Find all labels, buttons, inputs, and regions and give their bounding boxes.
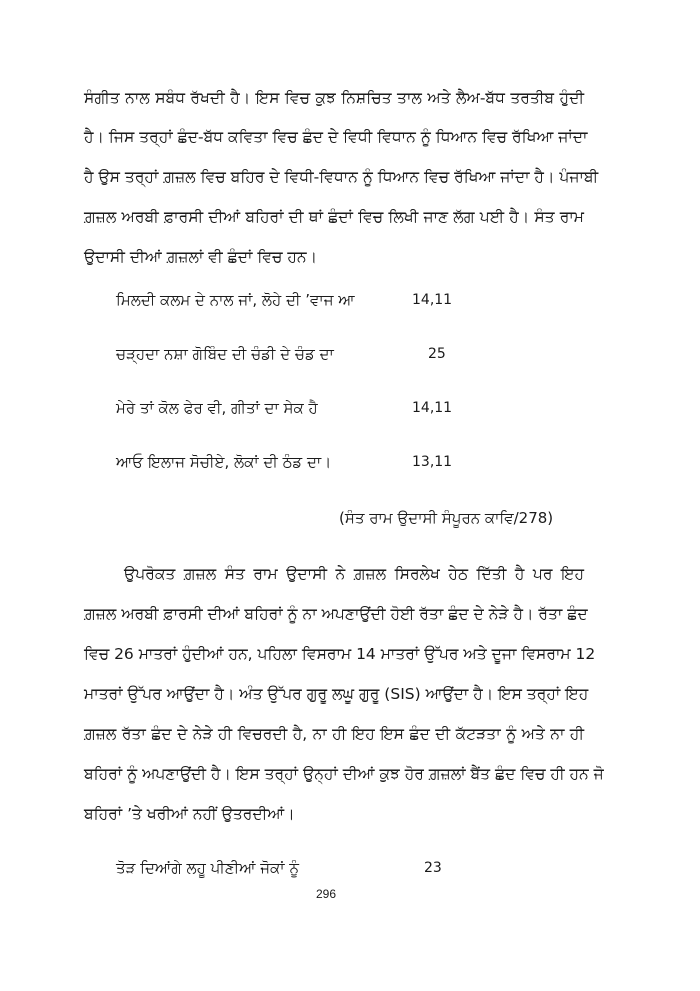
verse-line: ਤੋੜ ਦਿਆਂਗੇ ਲਹੂ ਪੀਣੀਆਂ ਜੋਕਾਂ ਨੂੰ	[116, 859, 300, 877]
paragraph-line: ਮਾਤਰਾਂ ਉੱਪਰ ਆਉਂਦਾ ਹੈ। ਅੰਤ ਉੱਪਰ ਗੁਰੂ ਲਘੂ ਗੁਰੂ (SIS) ਆਉਂਦਾ ਹੈ। ਇਸ ਤਰ੍ਹਾਂ ਇਹ	[84, 685, 589, 703]
paragraph-line: ਗ਼ਜ਼ਲ ਅਰਬੀ ਫ਼ਾਰਸੀ ਦੀਆਂ ਬਹਿਰਾਂ ਨੂੰ ਨਾ ਅਪਣਾਉਂਦੀ ਹੋਈ ਰੱਤਾ ਛੰਦ ਦੇ ਨੇੜੇ ਹੈ। ਰੱਤਾ ਛੰਦ	[84, 605, 588, 623]
verse-line: ਮਿਲਦੀ ਕਲਮ ਦੇ ਨਾਲ ਜਾਂ, ਲੋਹੇ ਦੀ ’ਵਾਜ ਆ	[116, 291, 355, 309]
paragraph-line: ਬਹਿਰਾਂ ’ਤੇ ਖਰੀਆਂ ਨਹੀਂ ਉਤਰਦੀਆਂ।	[84, 805, 295, 823]
paragraph-line: ਵਿਚ 26 ਮਾਤਰਾਂ ਹੁੰਦੀਆਂ ਹਨ, ਪਹਿਲਾ ਵਿਸਰਾਮ 14 ਮਾਤਰਾਂ ਉੱਪਰ ਅਤੇ ਦੂਜਾ ਵਿਸਰਾਮ 12	[84, 645, 596, 663]
paragraph-line: ਹੈ। ਜਿਸ ਤਰ੍ਹਾਂ ਛੰਦ-ਬੱਧ ਕਵਿਤਾ ਵਿਚ ਛੰਦ ਦੇ ਵਿਧੀ ਵਿਧਾਨ ਨੂੰ ਧਿਆਨ ਵਿਚ ਰੱਖਿਆ ਜਾਂਦਾ	[84, 128, 588, 146]
verse-line: ਮੇਰੇ ਤਾਂ ਕੋਲ ਫੇਰ ਵੀ, ਗੀਤਾਂ ਦਾ ਸੇਕ ਹੈ	[116, 399, 318, 417]
paragraph-line: ਉਪਰੋਕਤ ਗ਼ਜ਼ਲ ਸੰਤ ਰਾਮ ਉਦਾਸੀ ਨੇ ਗ਼ਜ਼ਲ ਸਿਰਲੇਖ ਹੇਠ ਦਿੱਤੀ ਹੈ ਪਰ ਇਹ	[124, 565, 584, 583]
verse-meter: 13,11	[412, 454, 453, 470]
paragraph-line: ਗ਼ਜ਼ਲ ਰੱਤਾ ਛੰਦ ਦੇ ਨੇੜੇ ਹੀ ਵਿਚਰਦੀ ਹੈ, ਨਾ ਹੀ ਇਹ ਇਸ ਛੰਦ ਦੀ ਕੱਟੜਤਾ ਨੂੰ ਅਤੇ ਨਾ ਹੀ	[84, 725, 584, 743]
paragraph-line: ਉਦਾਸੀ ਦੀਆਂ ਗ਼ਜ਼ਲਾਂ ਵੀ ਛੰਦਾਂ ਵਿਚ ਹਨ।	[84, 248, 318, 266]
verse-meter: 14,11	[412, 400, 453, 416]
verse-meter: 25	[428, 346, 446, 362]
page-number: 296	[316, 887, 337, 901]
paragraph-line: ਬਹਿਰਾਂ ਨੂੰ ਅਪਣਾਉਂਦੀ ਹੈ। ਇਸ ਤਰ੍ਹਾਂ ਉਨ੍ਹਾਂ ਦੀਆਂ ਕੁਝ ਹੋਰ ਗ਼ਜ਼ਲਾਂ ਬੈਂਤ ਛੰਦ ਵਿਚ ਹੀ ਹਨ ਜੋ	[84, 765, 604, 783]
paragraph-line: ਗ਼ਜ਼ਲ ਅਰਬੀ ਫ਼ਾਰਸੀ ਦੀਆਂ ਬਹਿਰਾਂ ਦੀ ਥਾਂ ਛੰਦਾਂ ਵਿਚ ਲਿਖੀ ਜਾਣ ਲੱਗ ਪਈ ਹੈ। ਸੰਤ ਰਾਮ	[84, 208, 584, 226]
verse-meter: 14,11	[412, 292, 453, 308]
verse-line: ਆਓ ਇਲਾਜ ਸੋਚੀਏ, ਲੋਕਾਂ ਦੀ ਠੰਡ ਦਾ।	[116, 453, 332, 471]
verse-meter: 23	[424, 860, 442, 876]
paragraph-line: ਹੈ ਉਸ ਤਰ੍ਹਾਂ ਗ਼ਜ਼ਲ ਵਿਚ ਬਹਿਰ ਦੇ ਵਿਧੀ-ਵਿਧਾਨ ਨੂੰ ਧਿਆਨ ਵਿਚ ਰੱਖਿਆ ਜਾਂਦਾ ਹੈ। ਪੰਜਾਬੀ	[84, 168, 599, 186]
citation: (ਸੰਤ ਰਾਮ ਉਦਾਸੀ ਸੰਪੂਰਨ ਕਾਵਿ/278)	[339, 509, 554, 527]
paragraph-line: ਸੰਗੀਤ ਨਾਲ ਸਬੰਧ ਰੱਖਦੀ ਹੈ। ਇਸ ਵਿਚ ਕੁਝ ਨਿਸ਼ਚਿਤ ਤਾਲ ਅਤੇ ਲੈਅ-ਬੱਧ ਤਰਤੀਬ ਹੁੰਦੀ	[84, 89, 584, 107]
verse-line: ਚੜ੍ਹਦਾ ਨਸ਼ਾ ਗੋਬਿੰਦ ਦੀ ਚੰਡੀ ਦੇ ਚੰਡ ਦਾ	[116, 345, 334, 363]
